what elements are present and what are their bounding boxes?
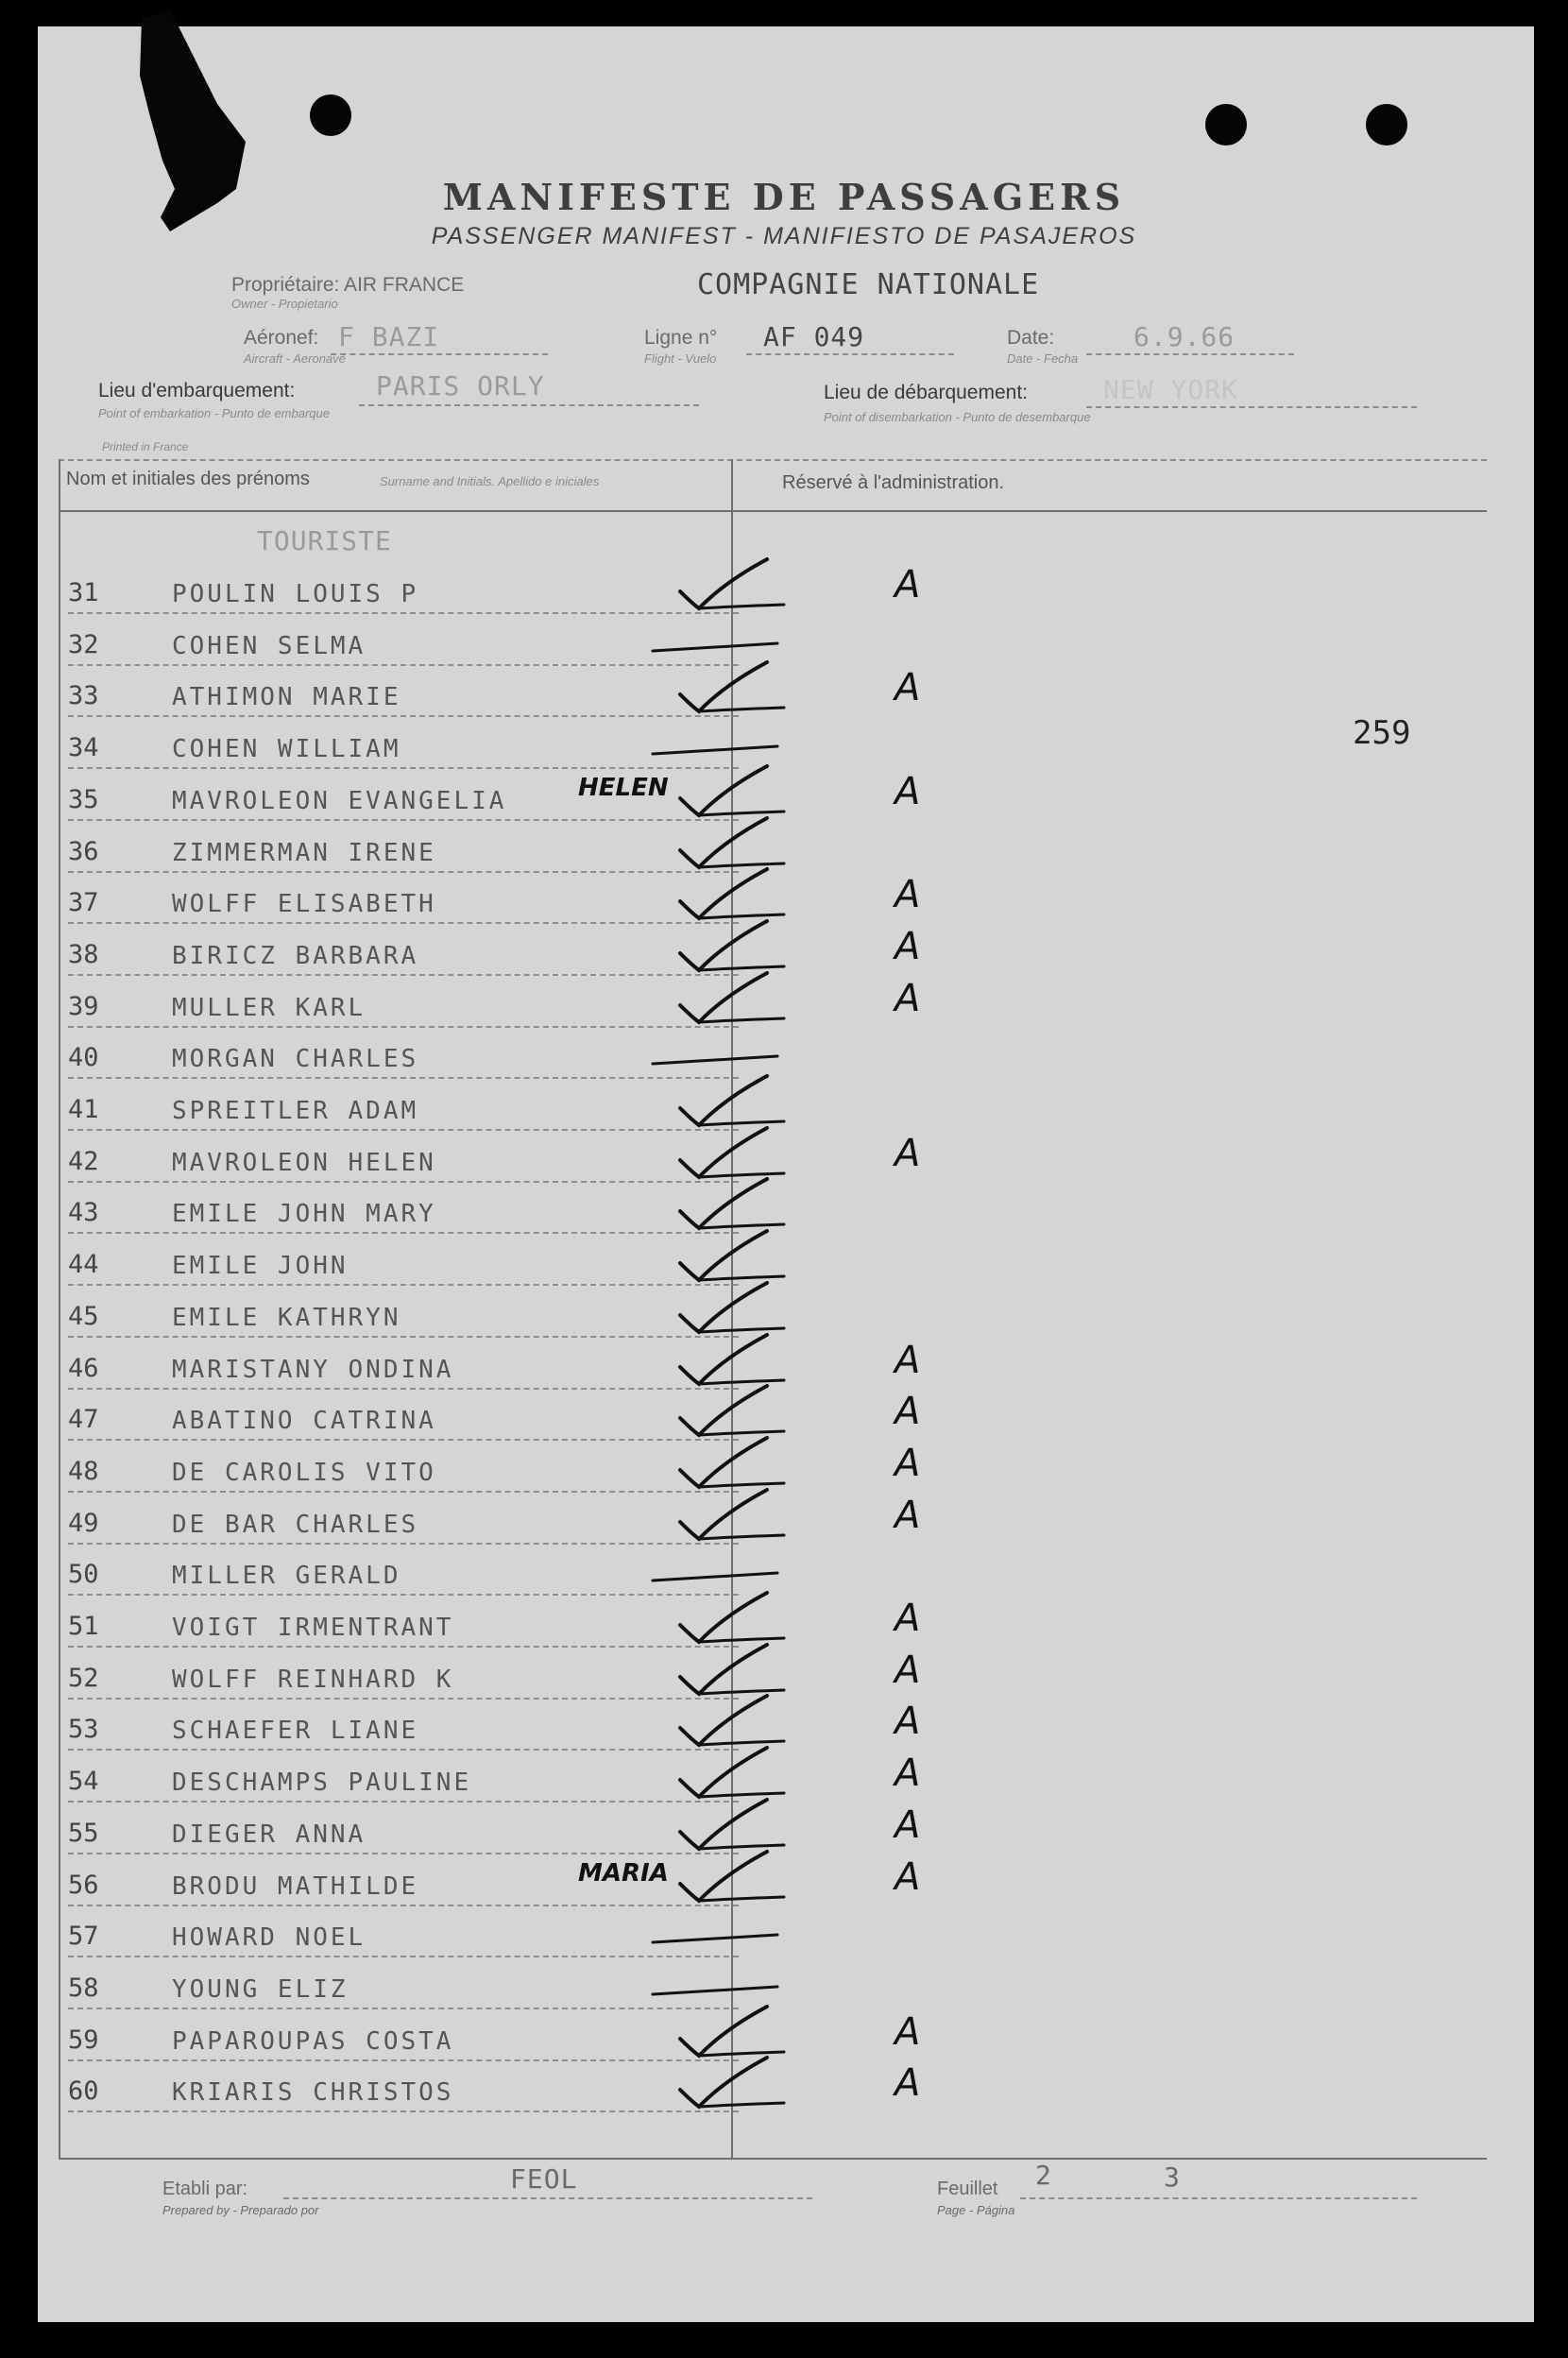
table-row <box>68 769 1523 827</box>
page-subtitle: PASSENGER MANIFEST - MANIFIESTO DE PASAJEROS <box>431 223 1137 249</box>
passenger-name: VOIGT IRMENTRANT <box>172 1614 454 1642</box>
flight-sub: Flight - Vuelo <box>644 351 717 366</box>
check-mark-icon <box>673 967 786 1034</box>
row-number: 39 <box>68 991 99 1021</box>
passenger-name: SPREITLER ADAM <box>172 1097 419 1125</box>
row-rule <box>68 664 739 666</box>
row-number: 56 <box>68 1870 99 1900</box>
row-number: 53 <box>68 1715 99 1745</box>
punch-hole-right-2 <box>1366 104 1407 145</box>
passenger-name: SCHAEFER LIANE <box>172 1717 419 1746</box>
row-rule <box>68 1749 739 1751</box>
row-rule <box>68 1232 739 1234</box>
row-rule <box>68 922 739 924</box>
passenger-name: EMILE JOHN <box>172 1252 349 1281</box>
table-row <box>68 1338 1523 1395</box>
row-number: 38 <box>68 939 99 969</box>
table-row <box>68 1131 1523 1188</box>
owner-label: Propriétaire: AIR FRANCE <box>231 274 465 296</box>
table-row <box>68 1803 1523 1860</box>
row-rule <box>68 1905 739 1906</box>
row-number: 41 <box>68 1095 99 1124</box>
table-row <box>68 1441 1523 1498</box>
check-mark-icon <box>673 1846 786 1912</box>
table-row <box>68 2009 1523 2067</box>
page-number: 259 <box>1353 714 1411 752</box>
row-rule <box>68 715 739 717</box>
admin-mark: A <box>895 769 921 813</box>
row-number: 55 <box>68 1818 99 1848</box>
row-rule <box>68 1129 739 1131</box>
row-rule <box>68 1594 739 1596</box>
passenger-name: BRODU MATHILDE <box>172 1871 419 1901</box>
table-row <box>68 1390 1523 1446</box>
row-number: 37 <box>68 888 99 918</box>
prepared-by-sub: Prepared by - Preparado por <box>162 2203 319 2217</box>
row-rule <box>68 767 739 769</box>
passenger-name: BIRICZ BARBARA <box>172 941 419 970</box>
passenger-name: COHEN SELMA <box>172 631 366 660</box>
row-number: 47 <box>68 1405 99 1435</box>
table-row <box>68 1914 1523 1963</box>
admin-mark: A <box>895 1648 921 1692</box>
passenger-name: POULIN LOUIS P <box>172 580 419 608</box>
table-row <box>68 1966 1523 2015</box>
table-row <box>68 1493 1523 1550</box>
row-number: 48 <box>68 1456 99 1486</box>
class-label: TOURISTE <box>257 525 392 556</box>
admin-mark: A <box>895 924 921 968</box>
admin-mark: A <box>895 1338 921 1382</box>
col-header-names-sub: Surname and Initials. Apellido e iniciales <box>380 474 600 488</box>
table-row <box>68 666 1523 723</box>
passenger-name: HOWARD NOEL <box>172 1923 366 1953</box>
printed-in-france: Printed in France <box>102 440 189 453</box>
row-rule <box>68 2059 739 2061</box>
admin-mark: A <box>895 1131 921 1175</box>
table-row <box>68 2061 1523 2118</box>
row-rule <box>68 1336 739 1338</box>
passenger-name: DESCHAMPS PAULINE <box>172 1768 472 1798</box>
company-name: COMPAGNIE NATIONALE <box>697 268 1040 301</box>
disembarkation-value: NEW YORK <box>1103 374 1238 405</box>
passenger-name: YOUNG ELIZ <box>172 1974 349 2004</box>
date-sub: Date - Fecha <box>1007 351 1079 366</box>
row-number: 34 <box>68 733 99 763</box>
disembarkation-label: Lieu de débarquement: <box>824 382 1028 403</box>
passenger-name: MORGAN CHARLES <box>172 1045 419 1074</box>
row-rule <box>68 612 739 614</box>
row-number: 51 <box>68 1612 99 1641</box>
row-rule <box>68 2110 739 2112</box>
check-mark-icon <box>673 1484 786 1550</box>
flight-label: Ligne n° <box>644 327 718 349</box>
admin-mark: A <box>895 1390 921 1434</box>
row-rule <box>68 819 739 821</box>
handwritten-note: HELEN <box>578 773 669 802</box>
punch-hole-right-1 <box>1205 104 1247 145</box>
passenger-name: PAPAROUPAS COSTA <box>172 2026 454 2056</box>
admin-mark: A <box>895 1854 921 1899</box>
table-row <box>68 1087 1523 1136</box>
admin-mark: A <box>895 873 921 917</box>
passenger-name: MULLER KARL <box>172 993 366 1022</box>
check-mark-icon <box>673 554 786 620</box>
row-number: 44 <box>68 1250 99 1280</box>
check-mark-icon <box>673 657 786 723</box>
table-row <box>68 873 1523 930</box>
punch-hole-left <box>310 94 351 136</box>
row-rule <box>68 871 739 873</box>
row-number: 45 <box>68 1301 99 1331</box>
passenger-name: MARISTANY ONDINA <box>172 1355 454 1384</box>
row-number: 49 <box>68 1508 99 1538</box>
table-row <box>68 563 1523 620</box>
passenger-name: WOLFF REINHARD K <box>172 1665 454 1694</box>
row-number: 42 <box>68 1146 99 1176</box>
row-rule <box>68 1698 739 1700</box>
col-header-names: Nom et initiales des prénoms <box>66 469 310 489</box>
row-number: 33 <box>68 681 99 711</box>
admin-mark: A <box>895 1700 921 1744</box>
embarkation-sub: Point of embarkation - Punto de embarque <box>98 406 330 420</box>
passenger-name: MAVROLEON EVANGELIA <box>172 786 507 815</box>
handwritten-note: MARIA <box>578 1858 669 1888</box>
disembarkation-sub: Point of disembarkation - Punto de desembarque <box>824 410 1091 424</box>
admin-mark: A <box>895 666 921 710</box>
row-rule <box>68 1543 739 1545</box>
admin-mark: A <box>895 1441 921 1485</box>
admin-mark: A <box>895 2061 921 2106</box>
passenger-name: ZIMMERMAN IRENE <box>172 838 436 867</box>
row-rule <box>68 1077 739 1079</box>
table-row <box>68 1597 1523 1653</box>
table-row <box>68 1294 1523 1343</box>
col-header-admin: Réservé à l'administration. <box>782 472 1005 493</box>
prepared-by-label: Etabli par: <box>162 2179 248 2199</box>
row-number: 32 <box>68 629 99 659</box>
admin-mark: A <box>895 1751 921 1796</box>
passenger-name: ATHIMON MARIE <box>172 683 401 712</box>
row-rule <box>68 1646 739 1648</box>
table-row <box>68 1035 1523 1085</box>
table-row <box>68 623 1523 672</box>
passenger-name: MILLER GERALD <box>172 1562 401 1591</box>
passenger-name: EMILE JOHN MARY <box>172 1200 436 1229</box>
passenger-name: EMILE KATHRYN <box>172 1303 401 1332</box>
row-number: 46 <box>68 1353 99 1383</box>
passenger-name: MAVROLEON HELEN <box>172 1148 436 1177</box>
aircraft-value: F BAZI <box>338 321 440 352</box>
passenger-name: DE CAROLIS VITO <box>172 1458 436 1487</box>
table-row <box>68 1552 1523 1601</box>
row-rule <box>68 2008 739 2009</box>
flight-value: AF 049 <box>763 321 865 352</box>
date-value: 6.9.66 <box>1133 321 1236 352</box>
embarkation-label: Lieu d'embarquement: <box>98 380 296 402</box>
sheet-sub: Page - Página <box>937 2203 1015 2217</box>
page-title: MANIFESTE DE PASSAGERS <box>442 176 1126 218</box>
admin-mark: A <box>895 976 921 1020</box>
row-rule <box>68 1853 739 1854</box>
row-rule <box>68 1801 739 1803</box>
table-row <box>68 1751 1523 1808</box>
table-row <box>68 924 1523 982</box>
row-rule <box>68 1439 739 1441</box>
row-rule <box>68 974 739 976</box>
passenger-name: DE BAR CHARLES <box>172 1510 419 1539</box>
owner-sub: Owner - Propietario <box>231 297 338 311</box>
admin-mark: A <box>895 563 921 607</box>
row-number: 40 <box>68 1043 99 1073</box>
row-number: 59 <box>68 2025 99 2055</box>
row-rule <box>68 1388 739 1390</box>
table-row <box>68 1700 1523 1756</box>
table-row <box>68 1854 1523 1912</box>
prepared-by-value: FEOL <box>510 2163 578 2195</box>
dash-mark-icon <box>649 1925 781 1954</box>
table-row <box>68 976 1523 1034</box>
sheet-value: 2 <box>1035 2160 1052 2191</box>
table-row <box>68 1648 1523 1705</box>
row-rule <box>68 1181 739 1183</box>
row-number: 50 <box>68 1560 99 1590</box>
check-mark-icon <box>673 2052 786 2118</box>
admin-mark: A <box>895 1803 921 1847</box>
row-number: 31 <box>68 578 99 607</box>
aircraft-label: Aéronef: <box>244 327 319 349</box>
passenger-name: WOLFF ELISABETH <box>172 890 436 919</box>
row-number: 36 <box>68 836 99 866</box>
row-number: 35 <box>68 784 99 814</box>
date-label: Date: <box>1007 327 1055 349</box>
admin-mark: A <box>895 1597 921 1640</box>
row-number: 60 <box>68 2076 99 2107</box>
table-row <box>68 726 1523 775</box>
row-rule <box>68 1284 739 1286</box>
passenger-name: ABATINO CATRINA <box>172 1407 436 1436</box>
table-row <box>68 1242 1523 1291</box>
row-rule <box>68 1026 739 1028</box>
row-number: 58 <box>68 1973 99 2003</box>
passenger-name: DIEGER ANNA <box>172 1820 366 1849</box>
embarkation-value: PARIS ORLY <box>376 370 545 402</box>
row-number: 43 <box>68 1198 99 1228</box>
passenger-name: KRIARIS CHRISTOS <box>172 2078 454 2108</box>
sheet-of: 3 <box>1164 2162 1181 2193</box>
row-number: 54 <box>68 1767 99 1797</box>
row-rule <box>68 1956 739 1957</box>
admin-mark: A <box>895 1493 921 1537</box>
passenger-name: COHEN WILLIAM <box>172 735 401 764</box>
sheet-label: Feuillet <box>937 2179 998 2199</box>
table-row <box>68 1190 1523 1239</box>
row-number: 57 <box>68 1922 99 1952</box>
row-rule <box>68 1491 739 1493</box>
admin-mark: A <box>895 2009 921 2054</box>
aircraft-sub: Aircraft - Aeronave <box>244 351 346 366</box>
table-row <box>68 829 1523 879</box>
row-number: 52 <box>68 1663 99 1693</box>
